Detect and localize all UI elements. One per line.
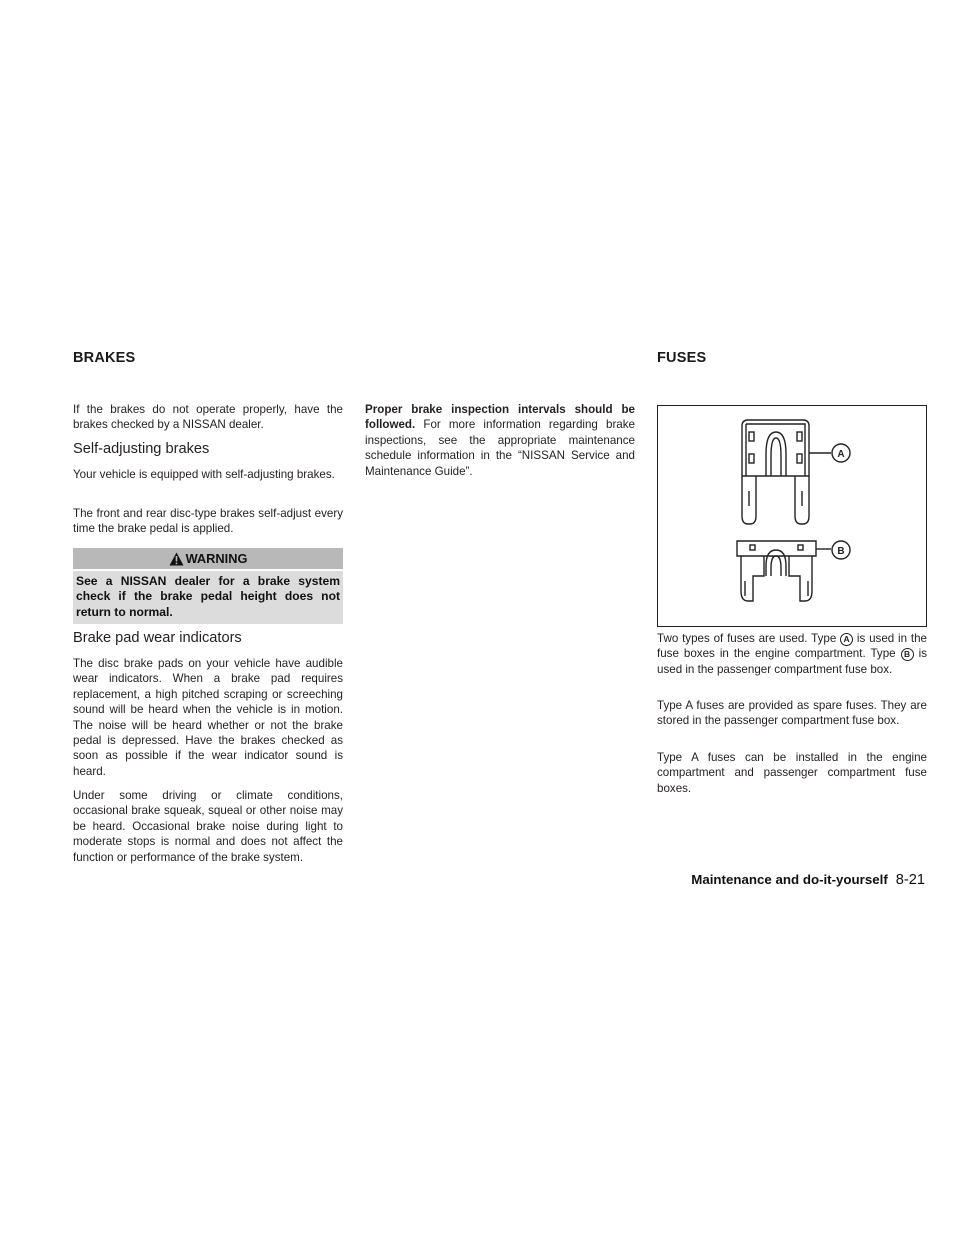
fuse-installation-paragraph: Type A fuses can be installed in the engine compartment and passenger compartment fuse boxes. [657,751,927,795]
fuse-label-a: A [837,449,845,460]
brakes-heading: BRAKES [73,350,136,366]
fuse-label-b: B [837,546,845,557]
brake-pad-para1: The disc brake pads on your vehicle have audible wear indicators. When a brake pad requires replacement, a high pitched scraping or screeching sound will be heard when the vehicle is in motion. The noise will be heard whether or not the brake pedal is depressed. Have the brakes checked as soon as possible if the wear indicator sound is heard. [73,657,343,778]
warning-text: See a NISSAN dealer for a brake system check if the brake pedal height does not return to normal. [73,571,343,624]
brakes-intro: If the brakes do not operate properly, have the brakes checked by a NISSAN dealer. [73,403,343,432]
fuses-heading: FUSES [657,350,707,366]
fuse-types-paragraph [657,631,927,677]
spare-fuses-paragraph: Type A fuses are provided as spare fuses. They are stored in the passenger compartment fuse box. [657,699,927,728]
inspection-interval-paragraph [365,402,635,479]
warning-box [73,548,343,624]
self-adjusting-brakes-title: Self-adjusting brakes [73,441,210,457]
fuse-illustration [657,405,927,627]
self-adjusting-para1: Your vehicle is equipped with self-adjusting brakes. [73,468,335,481]
footer-section-title: Maintenance and do-it-yourself [691,872,888,887]
warning-triangle-icon [169,552,184,566]
warning-label: WARNING [185,551,248,566]
warning-header [73,548,343,569]
inspection-interval-rest: For more information regarding brake inspections, see the appropriate maintenance schedule information in the “NISSAN Service and Maintenance Guide”. [365,418,635,478]
brake-pad-wear-title: Brake pad wear indicators [73,630,242,646]
page-number: 8-21 [895,872,925,888]
inspection-interval-bold: Proper brake inspection intervals should be followed. [365,403,635,432]
type-b-marker: B [901,648,914,661]
self-adjusting-para2: The front and rear disc-type brakes self-adjust every time the brake pedal is applied. [73,507,343,536]
brake-pad-para2: Under some driving or climate conditions, occasional brake squeak, squeal or other noise may be heard. Occasional brake noise during light to moderate stops is normal and does not affect the function or performance of the brake system. [73,789,343,864]
type-a-marker: A [840,633,853,646]
fuse-types-text-1: Two types of fuses are used. Type [657,632,841,645]
page-footer [691,872,925,888]
fuse-types-text-3: is used in the passenger compartment fuse box. [657,647,927,676]
fuse-diagram-svg [658,406,926,626]
fuse-types-text-2: is used in the fuse boxes in the engine compartment. Type [657,632,927,661]
